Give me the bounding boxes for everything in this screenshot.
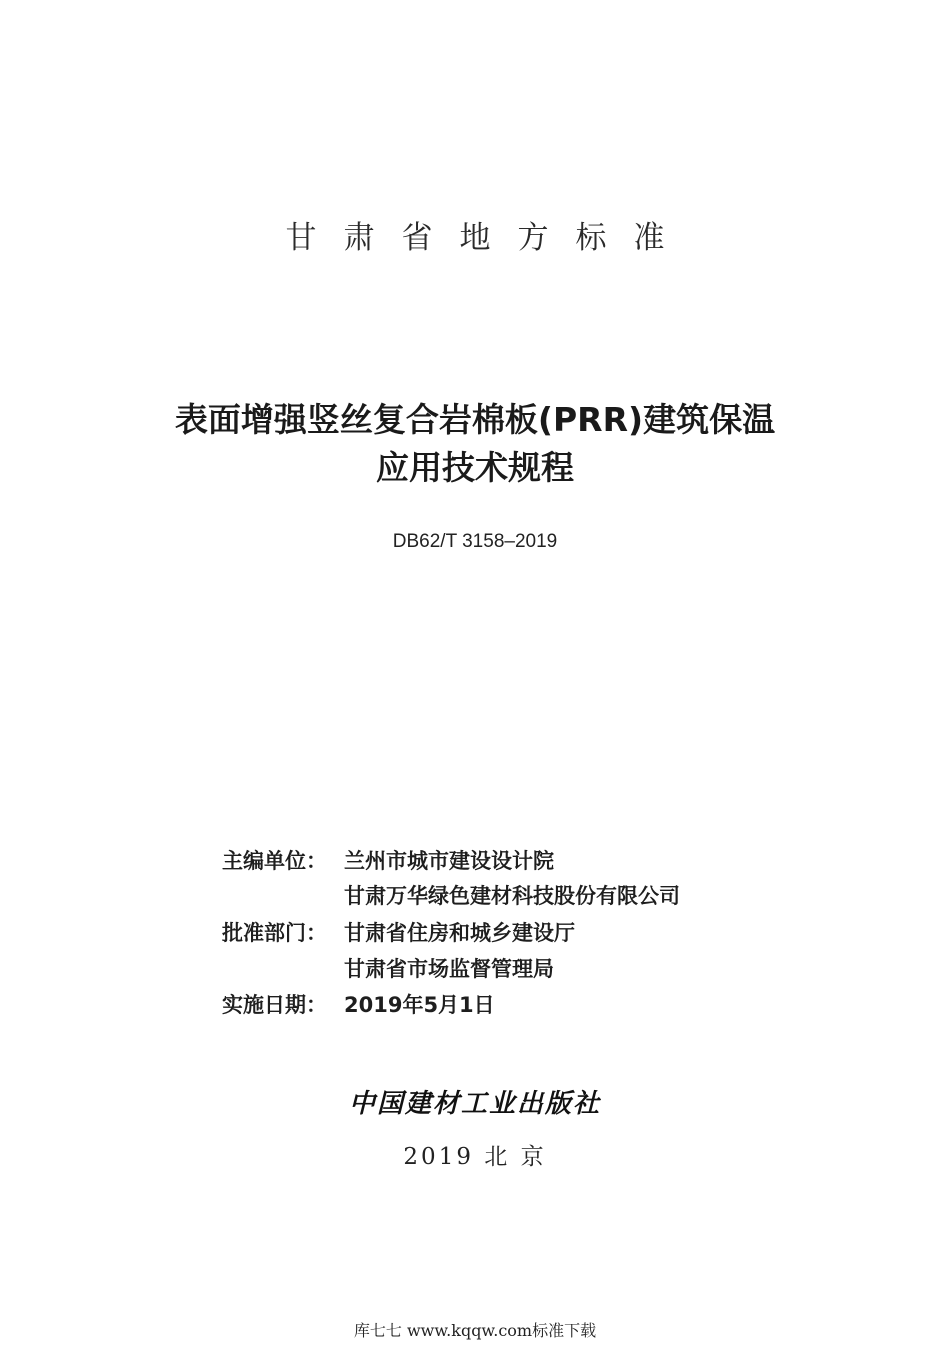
editor-label: 主编单位：: [222, 849, 327, 873]
approver-value-1: 甘肃省住房和城乡建设厅: [344, 921, 575, 945]
editor-row-1: [222, 845, 554, 879]
info-label-spacer: [222, 953, 344, 987]
editor-row-2: [222, 880, 680, 914]
editor-value-2: 甘肃万华绿色建材科技股份有限公司: [344, 884, 680, 908]
info-label-spacer: [222, 880, 344, 914]
watermark-footer: 库七七 www.kqqw.com标准下载: [353, 1321, 597, 1340]
approver-row-1: [222, 917, 575, 951]
document-title-line-1: 表面增强竖丝复合岩棉板(PRR)建筑保温: [174, 400, 776, 439]
standard-category: 甘肃省地方标准: [285, 220, 692, 256]
effective-date-label: 实施日期：: [222, 993, 327, 1017]
editor-value-1: 兰州市城市建设设计院: [344, 849, 554, 873]
publication-year-place: 2019 北 京: [403, 1144, 547, 1170]
publisher-logo-text: 中国建材工业出版社: [348, 1089, 601, 1119]
approver-label: 批准部门：: [222, 921, 327, 945]
approver-value-2: 甘肃省市场监督管理局: [344, 957, 554, 981]
effective-date-row: [222, 989, 495, 1023]
effective-date-value: 2019年5月1日: [344, 993, 495, 1017]
document-title-line-2: 应用技术规程: [376, 448, 574, 487]
approver-row-2: [222, 953, 554, 987]
standard-code: DB62/T 3158–2019: [392, 531, 558, 552]
